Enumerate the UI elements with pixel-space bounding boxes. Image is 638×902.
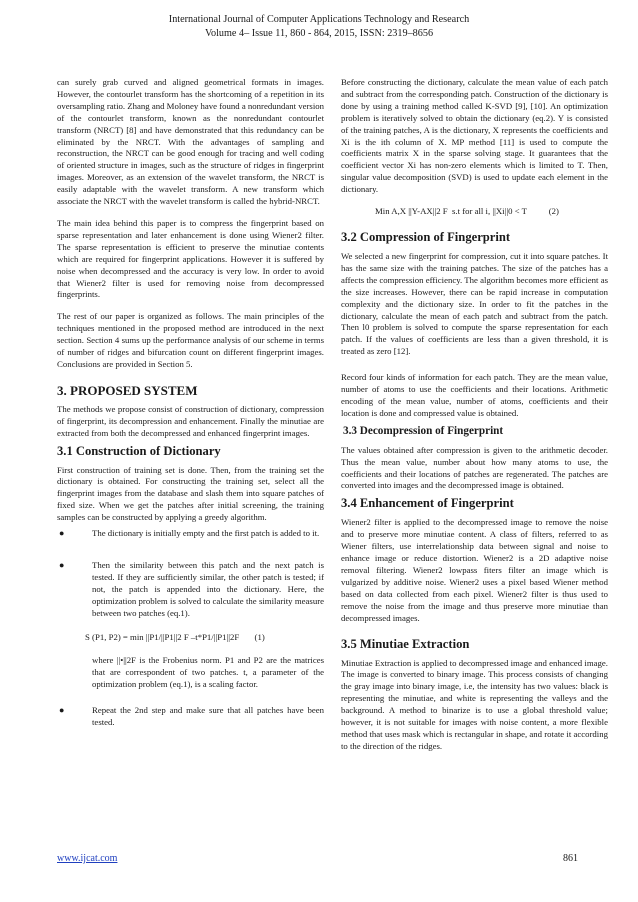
equation-2: Min A,X ||Y-AX||2 F s.t for all i, ||Xi||0 < T (2)	[375, 206, 559, 217]
list-item	[57, 528, 324, 540]
steps-list-continued	[57, 705, 324, 729]
page-number: 861	[563, 853, 578, 864]
left-column	[57, 77, 324, 743]
list-item	[57, 705, 324, 729]
subsection-heading-compression: 3.2 Compression of Fingerprint	[341, 229, 511, 244]
list-item-text: Repeat the 2nd step and make sure that all patches have been tested.	[92, 705, 324, 728]
subsection-heading-construction: 3.1 Construction of Dictionary	[57, 443, 221, 458]
paragraph: The methods we propose consist of construction of dictionary, compression of fingerprint, its decompression and enhancement. Finally the minutiae are extracted from both the decompressed and enhanced fingerprint images.	[57, 403, 324, 438]
paragraph: First construction of training set is done. Then, from the training set the dictionary is obtained. For constructing the training set, select all the fingerprint images from the database and slash them into square patches of fixed size. When we get the patches after initial screening, the training samples can be constructed by applying a greedy algorithm.	[57, 464, 324, 523]
paragraph: We selected a new fingerprint for compression, cut it into square patches. It has the same size with the training patches. The size of the patches has a affects the compression efficiency. The algorithm becomes more efficient as the size increases. However, there can be rapid increase in computation complexity and the dictionary size. In order to fit the patches in the dictionary, calculate the mean of each patch and subtract from the patch. Then l0 problem is solved to compute the sparse representation for each patch. If the values of coefficients are less than a given threshold, it is treated as zero [12].	[341, 250, 608, 357]
paragraph: The main idea behind this paper is to compress the fingerprint based on sparse representation and later enhancement is done using Wiener2 filter. The sparse representation is efficient to preserve the minutiae contents which are required for fingerprint applications. However it is suffered by noise when decompressed and the accuracy is very low. In order to avoid that Wiener2 filter is used for removing noise from decompressed fingerprints.	[57, 217, 324, 300]
list-item	[57, 560, 324, 620]
subsection-heading-enhancement: 3.4 Enhancement of Fingerprint	[341, 496, 514, 511]
equation-1-description: where ||•||2F is the Frobenius norm. P1 and P2 are the matrices that are correspondent of two patches. t, a parameter of the optimization problem (eq.1), is a scaling factor.	[92, 655, 324, 690]
list-item-text: The dictionary is initially empty and the first patch is added to it.	[92, 528, 320, 539]
section-heading-proposed-system: 3. PROPOSED SYSTEM	[57, 382, 198, 398]
bullet-icon: ●	[59, 560, 65, 570]
equation-1: S (P1, P2) = min ||P1/||P1||2 F –t*P1/||P1||2F (1)	[85, 631, 265, 642]
journal-volume: Volume 4– Issue 11, 860 - 864, 2015, ISSN: 2319–8656	[204, 28, 434, 39]
paragraph: Minutiae Extraction is applied to decompressed image and enhanced image. The image is converted to binary image. This process consists of changing the gray image into binary image, i.e, the intensity has two values: black is representing the minutiae, and white is representing the valleys and the background. A method to binarize is to use a global threshold value; however, it is not suitable for images with noise content, a more flexible method that uses mask which is rectangular in shape, and rotate it according to the direction of the ridges.	[341, 657, 608, 751]
bullet-icon: ●	[59, 705, 65, 716]
paragraph: can surely grab curved and aligned geometrical formats in images. However, the contourlet transform has the shortcoming of a repetition in its oversampling ratio. Zhang and Moloney have found a nonredundant version of the contourlet transform, known as the nonredundant contourlet transform (NRCT) [8] and have demonstrated that this redundancy can be eliminated by the NRCT. With the advantages of sampling and reconstruction, the NRCT can be good enough for tracing and well coding of oriented structure in images, such as the structure of ridges in fingerprint images. Moreover, as an extension of the wavelet transform, the NRCT is easily adaptable with the wavelet transform. A new transform which associate the NRCT with the wavelet transform is called the hybrid-NRCT.	[57, 77, 324, 207]
bullet-icon: ●	[59, 528, 65, 539]
subsection-heading-decompression: 3.3 Decompression of Fingerprint	[343, 424, 504, 437]
page-header	[0, 13, 638, 41]
list-item-text: Then the similarity between this patch and the next patch is tested. If they are sufficiently similar, the other patch is tested; if not, the patch is appended into the dictionary. Here, the optimization problem is solved to calculate the similarity measure between two patches (eq.1).	[92, 560, 324, 618]
right-column	[341, 77, 608, 763]
paragraph: Wiener2 filter is applied to the decompressed image to remove the noise and to preserve more minutiae content. A class of filters, referred to as Wiener filters, use interrelationship data between signal and noise to enhance image or reduce distortion. Wiener2 is a 2D adaptive noise removal filtering. Wiener2 lowpass fiters filter an image which is vulgarized by additive noise. Wiener2 uses a pixel based Wiener method based on data collected from each pixel. Wiener2 filter is thus used to remove the noise from the image and thus preserve more minutiae than decompressed images.	[341, 517, 608, 623]
journal-website-link[interactable]: www.ijcat.com	[57, 853, 118, 864]
paragraph: The rest of our paper is organized as follows. The main principles of the techniques mentioned in the proposed method are introduced in the next section. Section 4 sums up the performance analysis of our scheme in terms of number of ridges and bifurcation count on different fingerprint images. Conclusions are provided in Section 5.	[57, 311, 324, 369]
steps-list	[57, 528, 324, 619]
journal-title: International Journal of Computer Applications Technology and Research	[168, 14, 470, 25]
paragraph: Record four kinds of information for each patch. They are the mean value, number of atoms to use the coefficients and their locations. Arithmetic encoding of the mean value, number of atoms, coefficients and their location is done and compressed value is obtained.	[341, 372, 608, 418]
paragraph: The values obtained after compression is given to the arithmetic decoder. Thus the mean value, number about how many atoms to use, the coefficients and their locations of patches are regenerated. The patches are converted into images and the decompressed image is obtained.	[341, 444, 608, 491]
paragraph: Before constructing the dictionary, calculate the mean value of each patch and subtract from the corresponding patch. Construction of the dictionary is done by using a training method called K-SVD [9], [10]. An optimization problem is iteratively solved to obtain the dictionary (eq.2). Y is consisted of the training patches, A is the dictionary, X represents the coefficients and Xi is the ith column of X. MP method [11] is used to compute the coefficients matrix X in the sparse solving stage. It guarantees that the coefficient vector Xi has non-zero elements which is limited to T. Then, singular value decomposition (SVD) is used to update each element in the dictionary.	[341, 77, 608, 195]
subsection-heading-minutiae: 3.5 Minutiae Extraction	[341, 636, 470, 651]
